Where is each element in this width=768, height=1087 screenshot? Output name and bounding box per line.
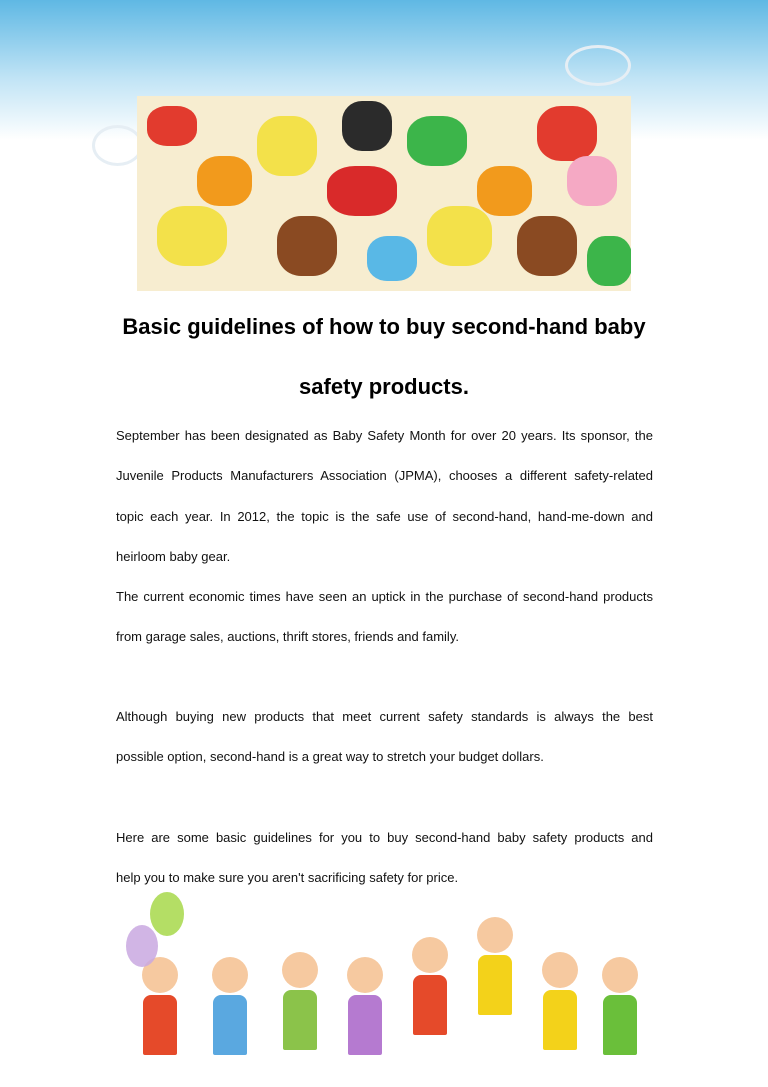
cloud-swirl-decoration: [565, 45, 631, 86]
text-line: Here are some basic guidelines for you to buy second-hand baby safety products and: [116, 830, 653, 845]
text-line: from garage sales, auctions, thrift stores, friends and family.: [116, 629, 459, 644]
text-line: possible option, second-hand is a great way to stretch your budget dollars.: [116, 749, 544, 764]
document-title-line-1: Basic guidelines of how to buy second-hand baby: [122, 314, 646, 339]
baby-toys-banner-image: [137, 96, 631, 291]
children-holding-hands-illustration: [110, 890, 670, 1087]
text-line: Although buying new products that meet current safety standards is always the best: [116, 709, 653, 724]
green-balloon-icon: [150, 892, 184, 936]
text-line: heirloom baby gear.: [116, 549, 231, 564]
text-line: The current economic times have seen an uptick in the purchase of second-hand products: [116, 589, 653, 604]
text-line: help you to make sure you aren't sacrificing safety for price.: [116, 870, 459, 885]
document-title-line-2: safety products.: [299, 374, 469, 399]
text-line: September has been designated as Baby Safety Month for over 20 years. Its sponsor, the: [116, 428, 653, 443]
text-line: topic each year. In 2012, the topic is the safe use of second-hand, hand-me-down and: [116, 509, 653, 524]
text-line: Juvenile Products Manufacturers Association (JPMA), chooses a different safety-related: [116, 468, 653, 483]
cloud-swirl-decoration: [92, 125, 143, 166]
purple-balloon-icon: [126, 925, 158, 967]
